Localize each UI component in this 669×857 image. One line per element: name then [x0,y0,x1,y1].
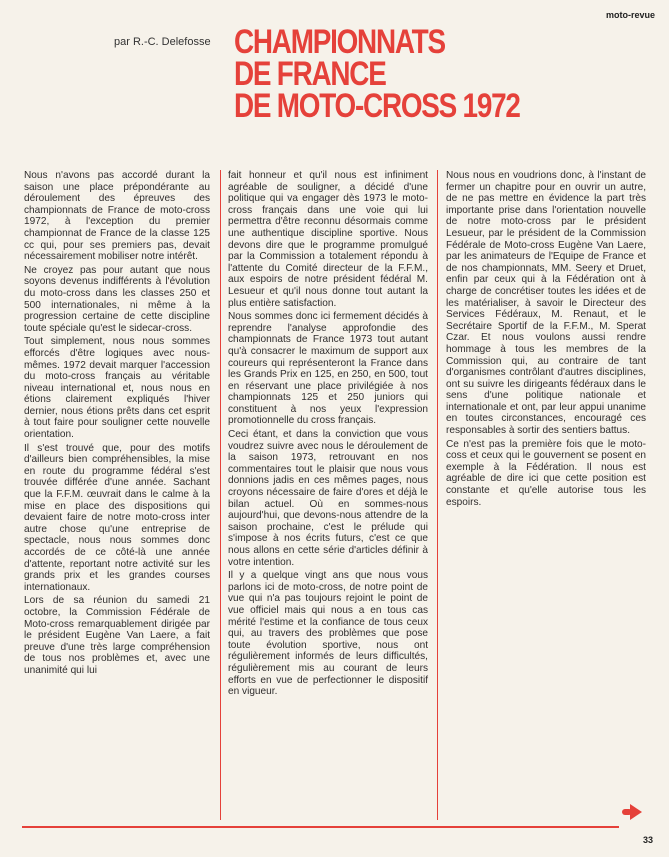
article-title [234,23,520,125]
author-byline: par R.-C. Delefosse [114,36,211,48]
page-number: 33 [642,835,653,845]
paragraph: Lors de sa réunion du samedi 21 octobre, la Commission Fédérale de Moto-cross remarquablement dirigée par le président Eugène Van Laere, a fait preuve d'une très large compréhension de tous nos problèmes et, avec une unanimité qui lui [24,595,210,676]
title-line: DE MOTO-CROSS 1972 [234,87,520,125]
paragraph: Il s'est trouvé que, pour des motifs d'ailleurs bien compréhensibles, la mise en route du programme fédéral s'est trouvée différée d'une année. Sachant que la F.F.M. œuvrait dans le calme à la mise en place des dispositions qui devaient faire de notre moto-cross inter autre chose qu'une entreprise de spectacle, nous nous sommes donc accordés de ce côté-là une année d'attente, reportant notre activité sur les grands prix et les grandes courses internationaux. [24,442,210,593]
footer-rule [22,826,619,828]
paragraph: fait honneur et qu'il nous est infiniment agréable de souligner, a décidé d'une politique qui va engager dès 1973 le moto-cross français dans une voie qui lui permettra d'être reconnu désormais comme une authentique discipline sportive. Nous devons dire que le programme promulgué par la Commission a totalement répondu à l'attente du Comité directeur de la F.F.M., aux espoirs de notre président fédéral M. Lesueur et qu'il nous donne tout autant la plus entière satisfaction. [228,170,428,309]
paragraph: Nous n'avons pas accordé durant la saison une place prépondérante au déroulement des épreuves des championnats de France de moto-cross 1972, à l'exception du premier championnat de France de la classe 125 cc qui, pour ses premiers pas, devait nécessairement mobiliser notre intérêt. [24,170,210,263]
text-column-2 [228,170,428,700]
paragraph: Il y a quelque vingt ans que nous vous parlons ici de moto-cross, de notre point de vue qui n'a pas toujours rejoint le point de vue officiel mais qui nous a en tous cas mérité l'estime et la confiance de tous ceux qui, au travers des problèmes que pose toute évolution sportive, nous ont régulièrement informés de leurs difficultés, régulièrement mis au courant de leurs efforts en vue de perfectionner le dispositif en vigueur. [228,570,428,698]
paragraph: Ceci étant, et dans la conviction que vous voudrez suivre avec nous le déroulement de la saison 1973, retrouvant en nos commentaires tout le plaisir que nous vous donnions jadis en ces mêmes pages, nous croyons nécessaire de faire d'ores et déjà le bilan actuel. Où en sommes-nous aujourd'hui, que devons-nous attendre de la saison prochaine, c'est le prélude qui s'impose à nos écrits futurs, c'est ce que nous allons en cette série d'articles définir à votre intention. [228,429,428,568]
paragraph: Tout simplement, nous nous sommes efforcés d'être logiques avec nous-mêmes. 1972 devait marquer l'accession du moto-cross français au véritable niveau international et, nous nous en étions clairement expliqués l'hiver dernier, nous étions prêts dans cet esprit à tout faire pour souligner cette nouvelle orientation. [24,336,210,441]
article-body [0,170,669,820]
magazine-name: moto-revue [605,10,655,20]
paragraph: Nous sommes donc ici fermement décidés à reprendre l'analyse approfondie des championnats de France 1973 tout autant qu'à consacrer le maximum de support aux coureurs qui représenteront la France dans les Grands Prix en 125, en 250, en 500, tout en réservant une place privilégiée à nos championnats 125 et 250 juniors qui constituent à nos yeux l'expression promotionnelle du cross français. [228,311,428,427]
paragraph: Ne croyez pas pour autant que nous soyons devenus indifférents à l'évolution du moto-cross dans les classes 250 et 500 internationales, ni même à la progression certaine de cette discipline toute spéciale qu'est le sidecar-cross. [24,264,210,334]
title-line: CHAMPIONNATS [234,23,445,61]
paragraph: Nous nous en voudrions donc, à l'instant de fermer un chapitre pour en ouvrir un autre, de ne pas mettre en évidence la part très importante prise dans l'orientation nouvelle de notre moto-cross par le président Lesueur, par le président de la Commission Fédérale de Moto-cross Eugène Van Laere, par les animateurs de l'Equipe de France et de nos championnats, MM. Seery et Druet, enfin par ceux qui à la Fédération ont à charge de concrétiser toutes les idées et de les matérialiser, à savoir le Directeur des Services Fédéraux, M. Renaut, et le Secrétaire Sportif de la F.F.M., M. Sperat Czar. Et nous voulons aussi rendre hommage à tous les membres de la Commission qui, au contraire de tant d'organismes contrôlant d'autres disciplines, ont su suivre les dirigeants fédéraux dans le sens d'une politique nationale et internationale et ont, par leur appui unanime en toutes circonstances, encouragé ces responsables à sortir des sentiers battus. [446,170,646,437]
text-column-1 [24,170,210,679]
text-column-3 [446,170,646,510]
title-line: DE FRANCE [234,55,386,93]
paragraph: Ce n'est pas la première fois que le moto-coss et ceux qui le gouvernent se posent en exemple à la Fédération. Il nous est agréable de dire ici que cette position est constante et qu'elle autorise tous les espoirs. [446,438,646,508]
arrow-right-icon [622,804,642,820]
